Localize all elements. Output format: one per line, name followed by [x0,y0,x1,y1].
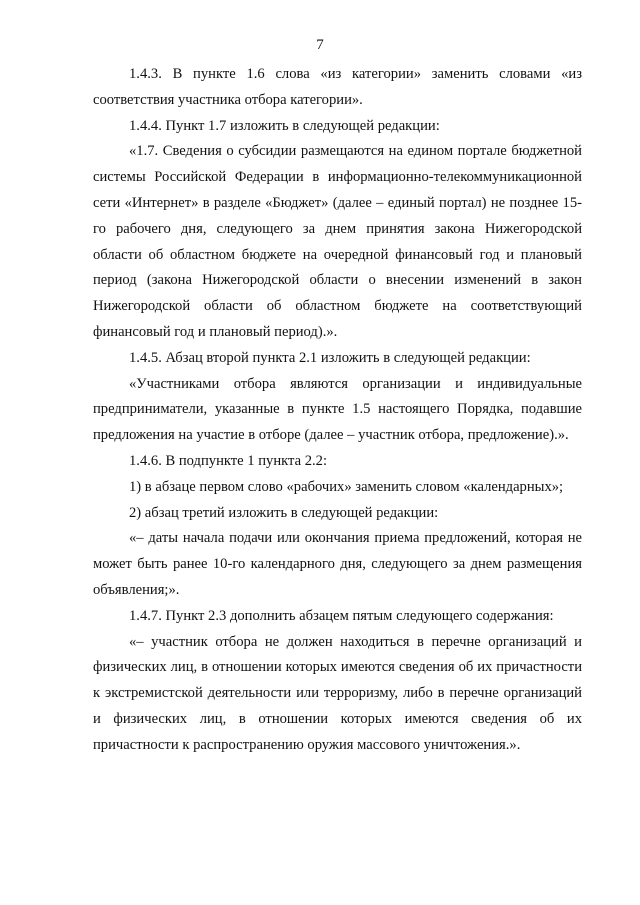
paragraph-1-4-7: 1.4.7. Пункт 2.3 дополнить абзацем пятым следующего содержания: [129,607,554,624]
paragraph-1-4-6: 1.4.6. В подпункте 1 пункта 2.2: [129,452,328,469]
page-number: 7 [316,37,324,53]
paragraph-2-2-quote: «– даты начала подачи или окончания приема предложений, которая не может быть ранее 10-го календарного дня, следующего за днем размещения объявления;». [93,530,582,598]
paragraph-1-4-3: 1.4.3. В пункте 1.6 слова «из категории» заменить словами «из соответствия участника отбора категории». [93,66,582,108]
paragraph-1-4-6-item-1: 1) в абзаце первом слово «рабочих» заменить словом «календарных»; [129,478,564,495]
paragraph-1-4-5: 1.4.5. Абзац второй пункта 2.1 изложить в следующей редакции: [129,349,531,366]
paragraph-1-7-quote: «1.7. Сведения о субсидии размещаются на едином портале бюджетной системы Российской Федерации в информационно-телекоммуникационной сети «Интернет» в разделе «Бюджет» (далее – единый портал) не позднее 15-го рабочего дня, следующего за днем принятия закона Нижегородской области об областном бюджете на очередной финансовый год и плановый период (закона Нижегородской области о внесении изменений в закон Нижегородской области об областном бюджете на соответствующий финансовый год и плановый период).». [93,143,582,340]
paragraph-1-4-4: 1.4.4. Пункт 1.7 изложить в следующей редакции: [129,117,440,134]
paragraph-2-3-quote: «– участник отбора не должен находиться в перечне организаций и физических лиц, в отношении которых имеются сведения об их причастности к экстремистской деятельности или терроризму, либо в перечне организаций и физических лиц, в отношении которых имеются сведения об их причастности к распространению оружия массового уничтожения.». [93,633,582,753]
paragraph-1-4-6-item-2: 2) абзац третий изложить в следующей редакции: [129,504,439,521]
paragraph-2-1-quote: «Участниками отбора являются организации и индивидуальные предприниматели, указанные в пункте 1.5 настоящего Порядка, подавшие предложения на участие в отборе (далее – участник отбора, предложение).». [93,375,582,444]
document-body [93,62,582,759]
